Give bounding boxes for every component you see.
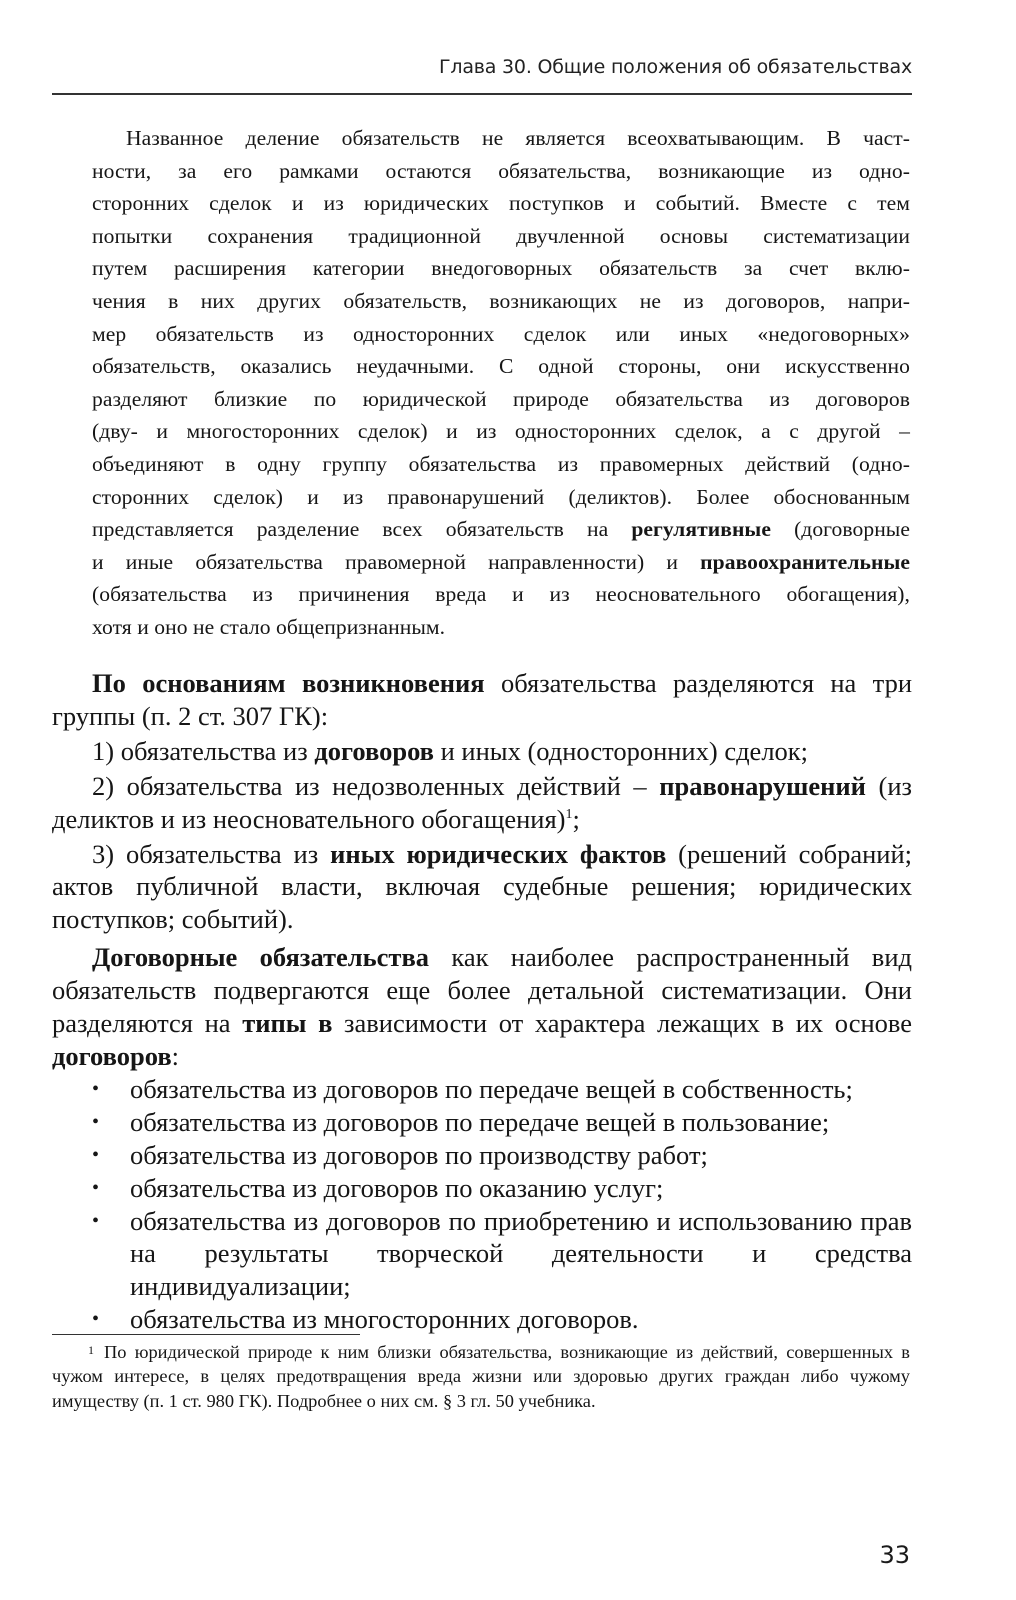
list-item — [52, 1139, 912, 1172]
bold-term-protective: правоохранительные — [700, 549, 910, 574]
bold-term: договоров — [52, 1040, 172, 1071]
text-line: объединяют в одну группу обязательства из правомерных действий (одно- — [92, 451, 910, 476]
list-item-text: обязательства из многосторонних договоров. — [130, 1304, 639, 1335]
bold-term: иных юридических фактов — [330, 838, 667, 869]
bold-term: Договорные обязательства — [92, 942, 430, 973]
footnote-mark: 1 — [88, 1343, 94, 1357]
text-line: (дву- и многосторонних сделок) и из односторонних сделок, а с другой – — [92, 419, 910, 444]
grounds-item-1 — [52, 735, 912, 768]
bold-term: договоров — [314, 735, 434, 766]
footnote-text: По юридической природе к ним близки обязательства, возникающие из действий, совершенных в чужом интересе, в целях предотвращения вреда жизни или здоровью других граждан либо чужому имуществу (п. 1 ст. 980 ГК). Подробнее о них см. § 3 гл. 50 учебника. — [52, 1342, 910, 1411]
list-item-text: обязательства из договоров по приобретению и использованию прав на результаты творческой деятельности и средства индивидуализации; — [130, 1205, 912, 1302]
text-run: (решений собраний; актов публичной власти, включая судебные решения; юридических поступков; событий). — [52, 838, 912, 935]
bullet-icon: • — [92, 1077, 100, 1100]
list-item-text: обязательства из договоров по производству работ; — [130, 1139, 708, 1170]
bold-term: По основаниям возникновения — [92, 668, 485, 698]
list-item — [52, 1205, 912, 1304]
list-item — [52, 1073, 912, 1106]
running-head: Глава 30. Общие положения об обязательствах — [438, 56, 912, 78]
text-run: (из деликтов и из неосновательного обогащения) — [52, 770, 912, 834]
footnote-reference[interactable]: 1 — [565, 806, 573, 822]
list-item — [52, 1106, 912, 1139]
bold-term: типы в — [242, 1008, 333, 1039]
text-run: зависимости от характера лежащих в их основе — [332, 1008, 913, 1039]
paragraph-small-print — [92, 122, 910, 644]
text-run: обязательства разделяются на три группы (п. 2 ст. 307 ГК): — [52, 668, 913, 731]
text-line: сторонних сделок) и из правонарушений (деликтов). Более обоснованным — [92, 484, 910, 509]
bullet-icon: • — [92, 1308, 100, 1331]
text-run: представляется разделение всех обязательств на — [92, 517, 632, 542]
bullet-icon: • — [92, 1110, 100, 1133]
text-run: ; — [572, 803, 580, 834]
page-number: 33 — [879, 1541, 910, 1569]
text-run: 2) обязательства из недозволенных действий – — [92, 770, 660, 801]
footnote-rule — [52, 1334, 360, 1335]
text-line: чения в них других обязательств, возникающих не из договоров, напри- — [92, 288, 910, 313]
text-line: попытки сохранения традиционной двучленной основы систематизации — [92, 223, 910, 248]
text-run: 1) обязательства из — [92, 735, 315, 766]
contracts-paragraph — [52, 941, 912, 1073]
text-line — [92, 513, 910, 546]
bold-term-regulatory: регулятивные — [631, 517, 771, 542]
text-line: путем расширения категории внедоговорных обязательств за счет вклю- — [92, 256, 910, 281]
text-line — [92, 546, 910, 579]
bullet-icon: • — [92, 1143, 100, 1166]
text-run: : — [171, 1040, 180, 1071]
grounds-intro — [52, 667, 912, 733]
main-text — [52, 667, 912, 1336]
header-rule — [52, 93, 912, 95]
grounds-item-3 — [52, 838, 912, 937]
bold-term: правонарушений — [659, 770, 866, 801]
list-item-text: обязательства из договоров по передаче вещей в собственность; — [130, 1073, 853, 1104]
text-run: (договорные — [770, 517, 910, 542]
list-item — [52, 1303, 912, 1336]
text-line: обязательств, оказались неудачными. С одной стороны, они искусственно — [92, 354, 910, 379]
text-line: Названное деление обязательств не является всеохватывающим. В част- — [126, 126, 910, 150]
text-run: и иные обязательства правомерной направленности) и — [92, 549, 701, 574]
text-line: мер обязательств из односторонних сделок или иных «недоговорных» — [92, 321, 910, 346]
text-line: разделяют близкие по юридической природе обязательства из договоров — [92, 386, 910, 411]
grounds-item-2 — [52, 770, 912, 836]
contract-types-list — [52, 1073, 912, 1336]
text-run: как наиболее распространенный вид обязательств подвергаются еще более детальной систематизации. Они разделяются на — [52, 942, 912, 1039]
list-item-text: обязательства из договоров по оказанию услуг; — [130, 1172, 664, 1203]
text-line: (обязательства из причинения вреда и из неосновательного обогащения), — [92, 582, 910, 607]
bullet-icon: • — [92, 1209, 100, 1232]
text-line: сторонних сделок и из юридических поступков и событий. Вместе с тем — [92, 191, 910, 216]
footnote — [52, 1340, 910, 1413]
text-line: хотя и оно не стало общепризнанным. — [92, 614, 446, 639]
list-item — [52, 1172, 912, 1205]
text-line: ности, за его рамками остаются обязательства, возникающие из одно- — [92, 158, 910, 183]
bullet-icon: • — [92, 1176, 100, 1199]
list-item-text: обязательства из договоров по передаче вещей в пользование; — [130, 1106, 830, 1137]
text-run: и иных (односторонних) сделок; — [433, 735, 809, 766]
text-run: 3) обязательства из — [92, 838, 331, 869]
